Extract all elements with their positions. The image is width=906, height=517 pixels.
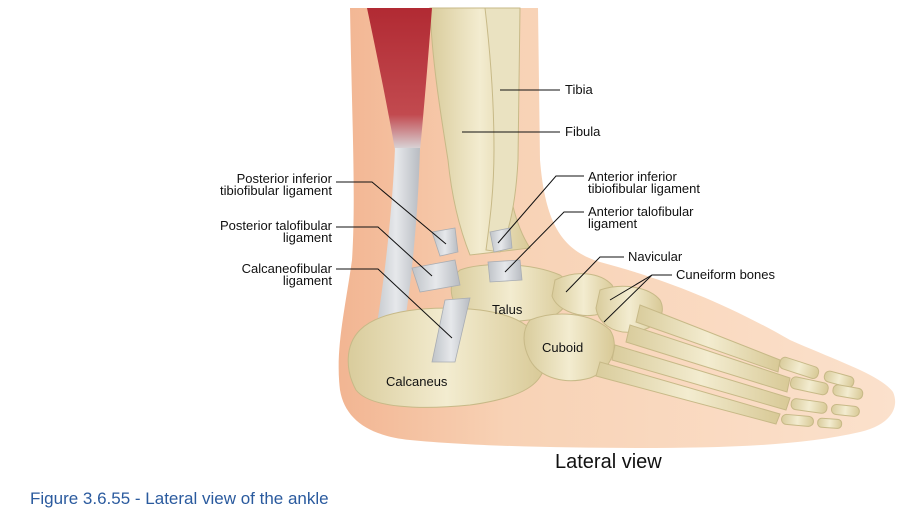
label-anterior-talofibular: Anterior talofibular ligament (588, 204, 694, 231)
label-fibula: Fibula (565, 124, 601, 139)
label-talus: Talus (492, 302, 523, 317)
label-cuneiform: Cuneiform bones (676, 267, 775, 282)
label-navicular: Navicular (628, 249, 683, 264)
label-cuboid: Cuboid (542, 340, 584, 355)
view-title: Lateral view (555, 451, 662, 473)
label-tibia: Tibia (565, 82, 593, 97)
label-calcaneus: Calcaneus (386, 374, 448, 389)
figure-caption: Figure 3.6.55 - Lateral view of the ankle (30, 489, 329, 508)
label-posterior-talofibular: Posterior talofibular ligament (220, 218, 332, 245)
label-posterior-inferior-tibiofibular: Posterior inferior tibiofibular ligament (219, 171, 332, 198)
label-anterior-inferior-tibiofibular: Anterior inferior tibiofibular ligament (588, 169, 701, 196)
label-calcaneofibular: Calcaneofibular ligament (241, 261, 332, 288)
